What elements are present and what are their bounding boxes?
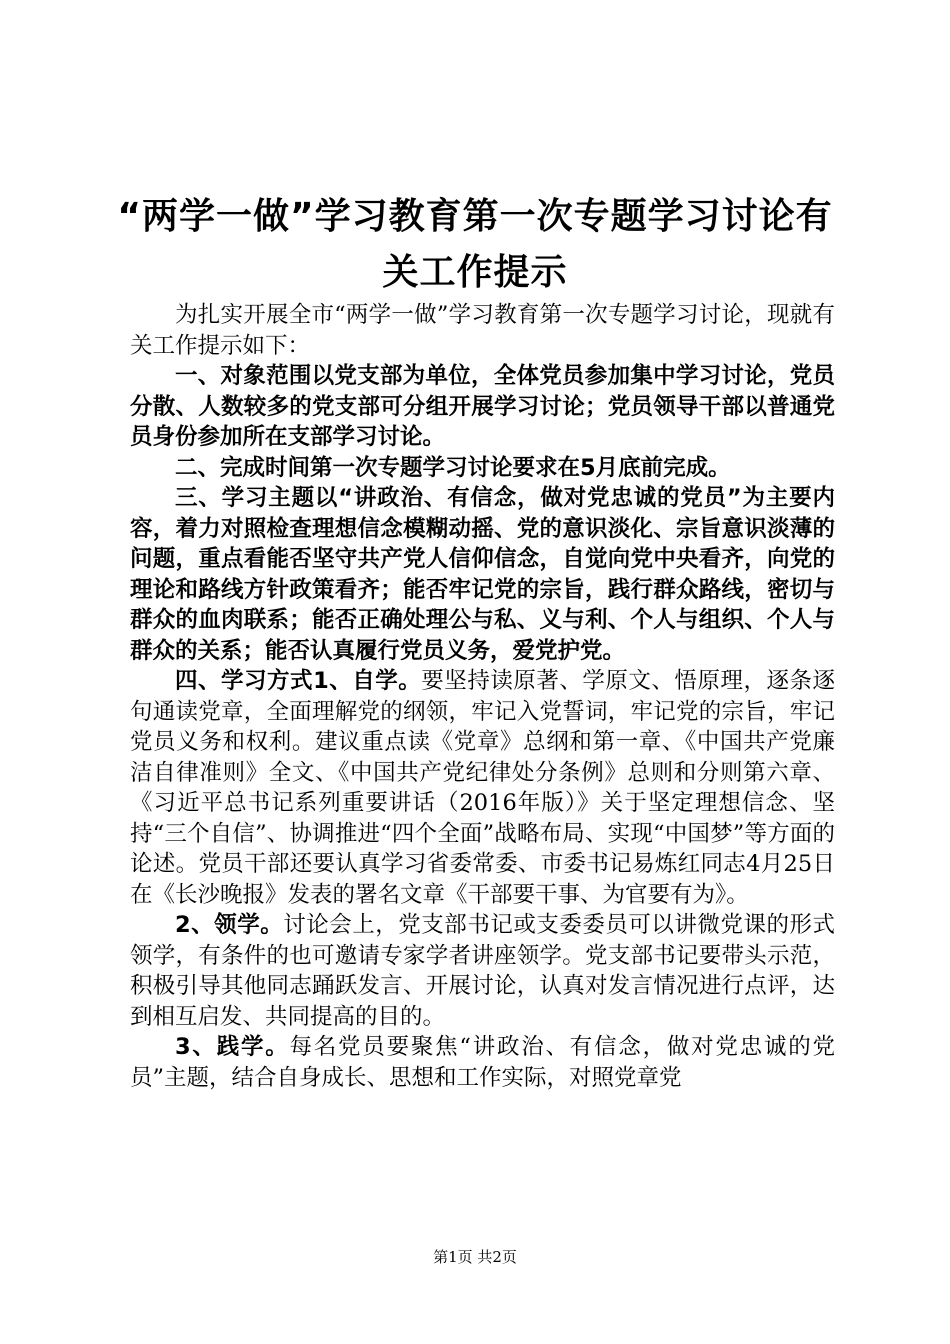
section-4-text: 要坚持读原著、学原文、悟原理，逐条逐句通读党章，全面理解党的纲领，牢记入党誓词，牢记党的宗旨，牢记党员义务和权利。建议重点读《党章》总纲和第一章、《中国共产党廉洁自律准则》全文、《中国共产党纪律处分条例》总则和分则第六章、《习近平总书记系列重要讲话（2016年版）》关于坚定理想信念、坚持“三个自信”、协调推进“四个全面”战略布局、实现“中国梦”等方面的论述。党员干部还要认真学习省委常委、市委书记易炼红同志4月25日在《长沙晚报》发表的署名文章《干部要干事、为官要有为》。: [130, 668, 835, 908]
section-6-text: 每名党员要聚焦“讲政治、有信念，做对党忠诚的党员”主题，结合自身成长、思想和工作实际，对照党章党: [130, 1034, 835, 1091]
page-footer: 第1页 共2页: [433, 1248, 517, 1266]
intro-paragraph: 为扎实开展全市“两学一做”学习教育第一次专题学习讨论，现就有关工作提示如下：: [130, 302, 835, 359]
section-6-paragraph: [130, 1032, 835, 1093]
section-6-heading: 3、践学。: [175, 1034, 290, 1060]
document-body: [130, 300, 835, 1093]
section-5-text: 讨论会上，党支部书记或支委委员可以讲微党课的形式领学，有条件的也可邀请专家学者讲座领学。党支部书记要带头示范，积极引导其他同志踊跃发言、开展讨论，认真对发言情况进行点评，达到相互启发、共同提高的目的。: [130, 912, 835, 1030]
section-3-paragraph: 三、学习主题以“讲政治、有信念，做对党忠诚的党员”为主要内容，着力对照检查理想信念模糊动摇、党的意识淡化、宗旨意识淡薄的问题，重点看能否坚守共产党人信仰信念，自觉向党中央看齐，向党的理论和路线方针政策看齐；能否牢记党的宗旨，践行群众路线，密切与群众的血肉联系；能否正确处理公与私、义与利、个人与组织、个人与群众的关系；能否认真履行党员义务，爱党护党。: [130, 485, 835, 664]
document-title-line-1: “两学一做”学习教育第一次专题学习讨论有: [117, 196, 833, 237]
section-5-paragraph: [130, 910, 835, 1032]
section-1-paragraph: 一、对象范围以党支部为单位，全体党员参加集中学习讨论，党员分散、人数较多的党支部可分组开展学习讨论；党员领导干部以普通党员身份参加所在支部学习讨论。: [130, 363, 835, 450]
document-title-line-2: 关工作提示: [382, 252, 568, 293]
section-4-paragraph: [130, 666, 835, 910]
section-2-paragraph: 二、完成时间第一次专题学习讨论要求在5月底前完成。: [175, 454, 731, 481]
section-4-heading: 四、学习方式1、自学。: [175, 668, 422, 694]
section-5-heading: 2、领学。: [175, 912, 284, 938]
